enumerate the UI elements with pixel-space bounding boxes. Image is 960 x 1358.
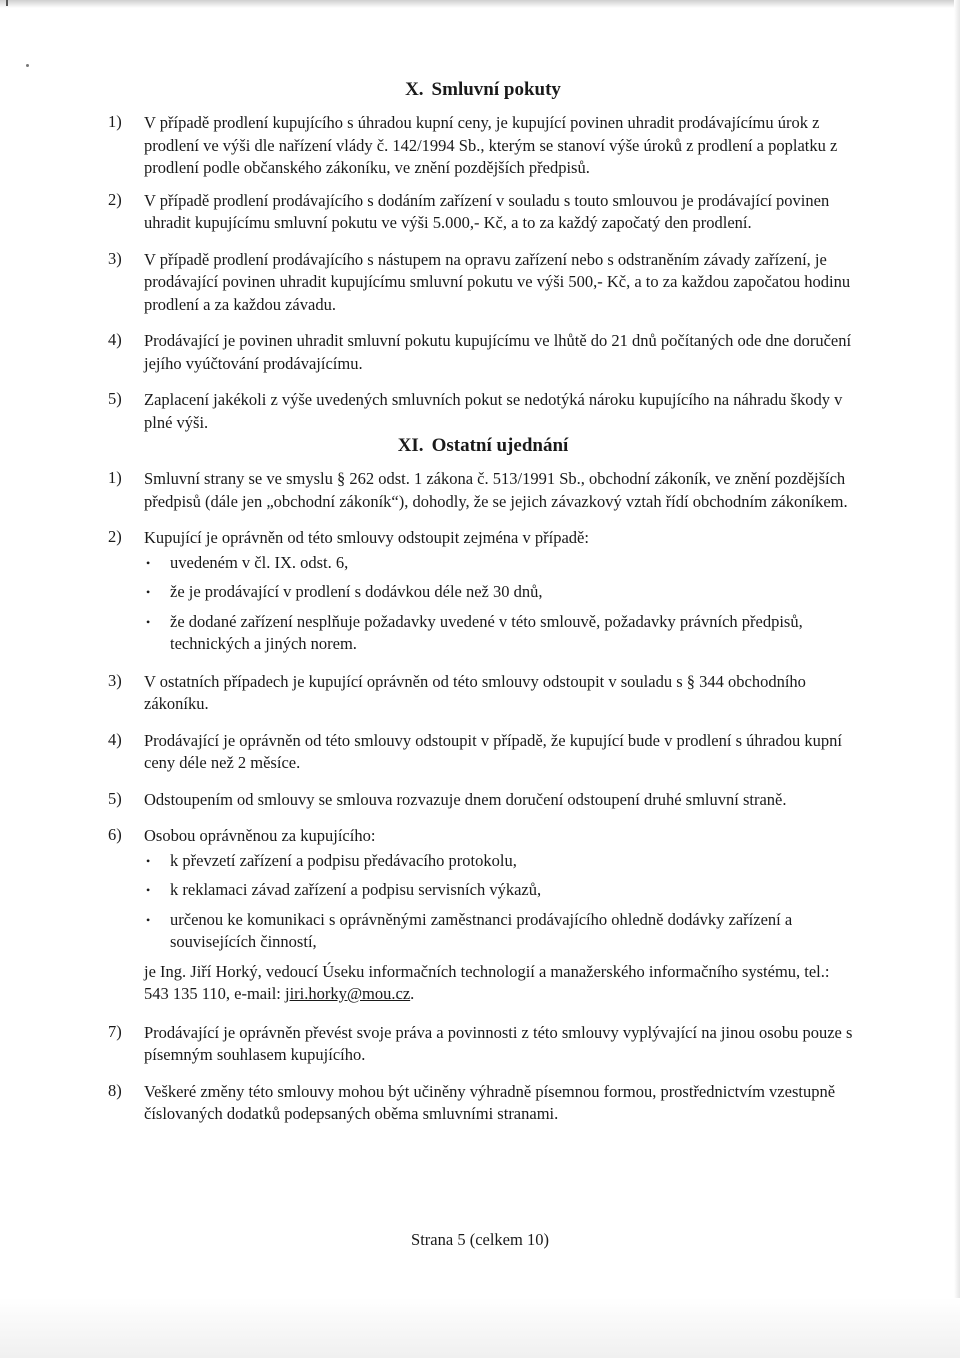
scan-edge-right [954,0,960,1358]
contact-person: je Ing. Jiří Horký, vedoucí Úseku informačních technologií a manažerského informačního systému, tel.: 543 135 110, e-mail: jiri.horky@mou.cz. [144,961,830,1003]
section-xi-item-6-body: Osobou oprávněnou za kupujícího: • k převzetí zařízení a podpisu předávacího protokolu, • k reklamaci závad zařízení a podpisu servisních výkazů, • určenou ke komunikaci s oprávněnými zaměstnanci prodávajícího ohledně dodávky zařízení a souvisejících činností, je Ing. Jiří Horký, vedoucí Úseku informačních technologií a manažerského informačního systému, tel.: 543 135 110, e-mail: jiri.horky@mou.cz. [144,825,858,1006]
section-xi-item-5: 5) Odstoupením od smlouvy se smlouva rozvazuje dnem doručení odstoupení druhé smluvní straně. [108,788,787,809]
email-link[interactable]: jiri.horky@mou.cz [285,984,411,1003]
section-xi-item-2-body: Kupující je oprávněn od této smlouvy odstoupit zejména v případě: • uvedeném v čl. IX. odst. 6, • že je prodávající v prodlení s dodávkou déle než 30 dnů, • že dodané zařízení nesplňuje požadavky uvedené v této smlouvě, požadavky právních předpisů, technických a jiných norem. [144,527,858,663]
scan-edge-top [0,0,960,8]
list-item: • uvedeném v čl. IX. odst. 6, [144,552,858,575]
page-number: Strana 5 (celkem 10) [411,1230,549,1249]
section-xi-item-8: 8) Veškeré změny této smlouvy mohou být učiněny výhradně písemnou formou, prostřednictvím vzestupně číslovaných dodatků podepsaných oběma smluvními stranami. [108,1080,836,1123]
section-xi-item-4: 4) Prodávající je oprávněn od této smlouvy odstoupit v případě, že kupující bude v prodlení s úhradou kupní ceny déle než 2 měsíce. [108,729,842,772]
section-x-item-2: 2) V případě prodlení prodávajícího s dodáním zařízení v souladu s touto smlouvou je prodávající povinen uhradit kupujícímu smluvní pokutu ve výši 5.000,- Kč, a to za každý započatý den prodlení. [108,189,830,232]
section-xi-item-6: 6) Osobou oprávněnou za kupujícího: • k převzetí zařízení a podpisu předávacího protokolu, • k reklamaci závad zařízení a podpisu servisních výkazů, • určenou ke komunikaci s oprávněnými zaměstnanci prodávajícího ohledně dodávky zařízení a souvisejících činností, je Ing. Jiří Horký, vedoucí Úseku informačních technologií a manažerského informačního systému, tel.: 543 135 110, e-mail: jiri.horky@mou.cz. [108,825,858,1006]
section-xi-item-1: 1) Smluvní strany se ve smyslu § 262 odst. 1 zákona č. 513/1991 Sb., obchodní zákoník, ve znění pozdějších předpisů (dále jen „obchodní zákoník“), dohodly, že se jejich závazkový vztah řídí obchodním zákoníkem. [108,468,848,511]
scan-edge-bottom [0,1298,960,1358]
list-item: • že dodané zařízení nesplňuje požadavky uvedené v této smlouvě, požadavky právních předpisů, technických a jiných norem. [144,611,858,656]
list-item: • k reklamaci závad zařízení a podpisu servisních výkazů, [144,879,858,902]
section-x-title: X. Smluvní pokuty [405,79,561,100]
section-xi-title: XI. Ostatní ujednání [397,435,569,456]
list-item: • určenou ke komunikaci s oprávněnými zaměstnanci prodávajícího ohledně dodávky zařízení a souvisejících činností, [144,909,858,954]
section-xi-item-3: 3) V ostatních případech je kupující oprávněn od této smlouvy odstoupit v souladu s § 344 obchodního zákoníku. [108,670,806,713]
scan-speck [26,64,29,67]
section-x-item-3: 3) V případě prodlení prodávajícího s nástupem na opravu zařízení nebo s odstraněním závady zařízení, je prodávající povinen uhradit kupujícímu smluvní pokutu ve výši 500,- Kč, a to za každou započatou hodinu prodlení a za každou závadu. [108,248,851,314]
section-xi-item-7: 7) Prodávající je oprávněn převést svoje práva a povinnosti z této smlouvy vyplývající na jinou osobu pouze s písemným souhlasem kupujícího. [108,1021,853,1064]
document-body [108,80,858,1126]
withdrawal-reasons-list [144,552,858,656]
list-item: • že je prodávající v prodlení s dodávkou déle než 30 dnů, [144,581,858,604]
authorized-person-duties-list [144,850,858,954]
list-item: • k převzetí zařízení a podpisu předávacího protokolu, [144,850,858,873]
section-x-item-1: 1) V případě prodlení kupujícího s úhradou kupní ceny, je kupující povinen uhradit prodávajícímu úrok z prodlení ve výši dle nařízení vlády č. 142/1994 Sb., kterým se stanoví výše úroků z prodlení a poplatku z prodlení podle občanského zákoníku, ve znění pozdějších předpisů. [108,112,838,177]
section-x-item-5: 5) Zaplacení jakékoli z výše uvedených smluvních pokut se nedotýká nároku kupujícího na náhradu škody v plné výši. [108,389,843,432]
section-xi-item-2: 2) Kupující je oprávněn od této smlouvy odstoupit zejména v případě: • uvedeném v čl. IX. odst. 6, • že je prodávající v prodlení s dodávkou déle než 30 dnů, • že dodané zařízení nesplňuje požadavky uvedené v této smlouvě, požadavky právních předpisů, technických a jiných norem. [108,527,858,663]
scan-mark [6,0,8,6]
section-x-item-4: 4) Prodávající je povinen uhradit smluvní pokutu kupujícímu ve lhůtě do 21 dnů počítaných ode dne doručení jejího vyúčtování prodávajícímu. [108,330,852,373]
